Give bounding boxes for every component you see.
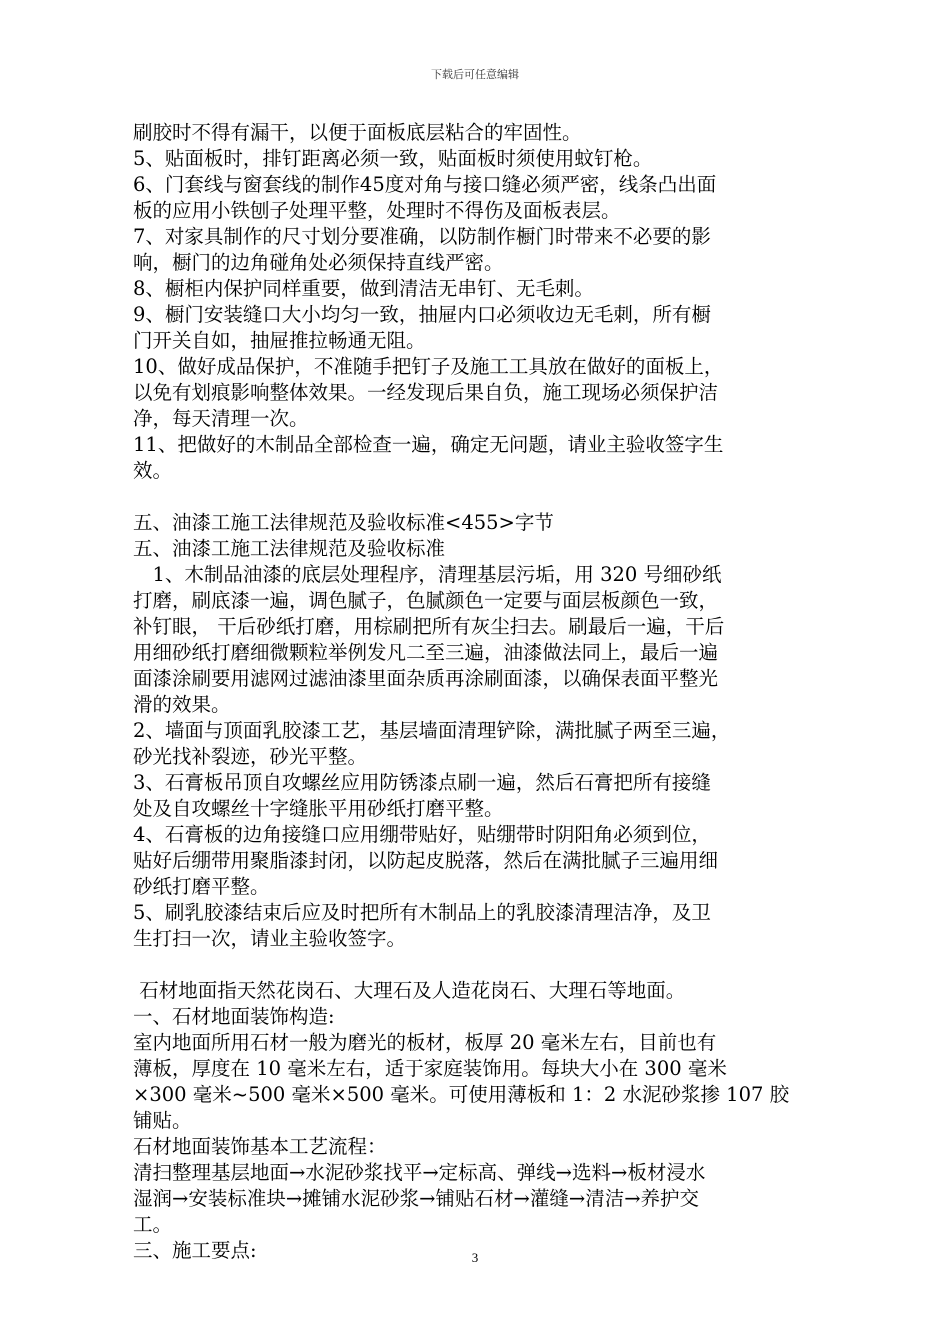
text-line: 门开关自如，抽屉推拉畅通无阻。 [133,329,426,352]
text-line: 砂光找补裂迹，砂光平整。 [133,745,368,768]
text-line: 以免有划痕影响整体效果。一经发现后果自负，施工现场必须保护洁 [133,381,719,404]
document-body [133,120,833,1264]
text-line: 贴好后绷带用聚脂漆封闭，以防起皮脱落，然后在满批腻子三遍用细 [133,849,719,872]
text-line: 11、把做好的木制品全部检查一遍，确定无问题，请业主验收签字生 [133,433,724,456]
text-line: 湿润→安装标准块→摊铺水泥砂浆→铺贴石材→灌缝→清洁→养护交 [133,1187,700,1210]
text-line: 石材地面指天然花岗石、大理石及人造花岗石、大理石等地面。 [133,979,686,1002]
text-line: 2、墙面与顶面乳胶漆工艺，基层墙面清理铲除，满批腻子两至三遍， [133,719,731,742]
text-line: 工。 [133,1213,173,1236]
text-line: 8、橱柜内保护同样重要，做到清洁无串钉、无毛刺。 [133,277,594,300]
text-line: 一、石材地面装饰构造: [133,1005,335,1028]
blank-line [133,484,833,510]
text-line: 用细砂纸打磨细微颗粒举例发凡二至三遍，油漆做法同上，最后一遍 [133,641,719,664]
text-line: 1、木制品油漆的底层处理程序，清理基层污垢，用 320 号细砂纸 [133,563,722,586]
text-line: 3、石膏板吊顶自攻螺丝应用防锈漆点刷一遍，然后石膏把所有接缝 [133,771,711,794]
text-line: 6、门套线与窗套线的制作45度对角与接口缝必须严密，线条凸出面 [133,173,717,196]
text-line: 五、油漆工施工法律规范及验收标准 [133,537,446,560]
text-line: 净，每天清理一次。 [133,407,309,430]
text-line: 板的应用小铁刨子处理平整，处理时不得伤及面板表层。 [133,199,621,222]
blank-line [133,952,833,978]
text-line: 砂纸打磨平整。 [133,875,270,898]
text-line: ×300 毫米~500 毫米×500 毫米。可使用薄板和 1：2 水泥砂浆掺 107 胶 [133,1083,790,1106]
text-line: 7、对家具制作的尺寸划分要准确，以防制作橱门时带来不必要的影 [133,225,711,248]
text-line: 打磨，刷底漆一遍，调色腻子，色腻颜色一定要与面层板颜色一致， [133,589,719,612]
page-number: 3 [471,1250,479,1265]
text-line: 三、施工要点: [133,1239,257,1262]
text-line: 石材地面装饰基本工艺流程： [133,1135,387,1158]
text-line: 响，橱门的边角碰角处必须保持直线严密。 [133,251,504,274]
text-line: 刷胶时不得有漏干，以便于面板底层粘合的牢固性。 [133,121,582,144]
text-line: 铺贴。 [133,1109,192,1132]
text-line: 滑的效果。 [133,693,231,716]
page-header: 下载后可任意编辑 [431,68,519,81]
text-line: 5、贴面板时，排钉距离必须一致，贴面板时须使用蚊钉枪。 [133,147,653,170]
text-line: 室内地面所用石材一般为磨光的板材，板厚 20 毫米左右，目前也有 [133,1031,717,1054]
text-line: 清扫整理基层地面→水泥砂浆找平→定标高、弹线→选料→板材浸水 [133,1161,706,1184]
text-line: 10、做好成品保护，不准随手把钉子及施工工具放在做好的面板上， [133,355,724,378]
text-line: 效。 [133,459,173,482]
text-line: 生打扫一次，请业主验收签字。 [133,927,407,950]
text-line: 五、油漆工施工法律规范及验收标准<455>字节 [133,511,554,534]
text-line: 薄板，厚度在 10 毫米左右，适于家庭装饰用。每块大小在 300 毫米 [133,1057,727,1080]
text-line: 4、石膏板的边角接缝口应用绷带贴好，贴绷带时阴阳角必须到位， [133,823,711,846]
text-line: 处及自攻螺丝十字缝胀平用砂纸打磨平整。 [133,797,504,820]
text-line: 面漆涂刷要用滤网过滤油漆里面杂质再涂刷面漆，以确保表面平整光 [133,667,719,690]
text-line: 9、橱门安装缝口大小均匀一致，抽屉内口必须收边无毛刺，所有橱 [133,303,711,326]
text-line: 5、刷乳胶漆结束后应及时把所有木制品上的乳胶漆清理洁净，及卫 [133,901,711,924]
text-line: 补钉眼， 干后砂纸打磨，用棕刷把所有灰尘扫去。刷最后一遍，干后 [133,615,725,638]
